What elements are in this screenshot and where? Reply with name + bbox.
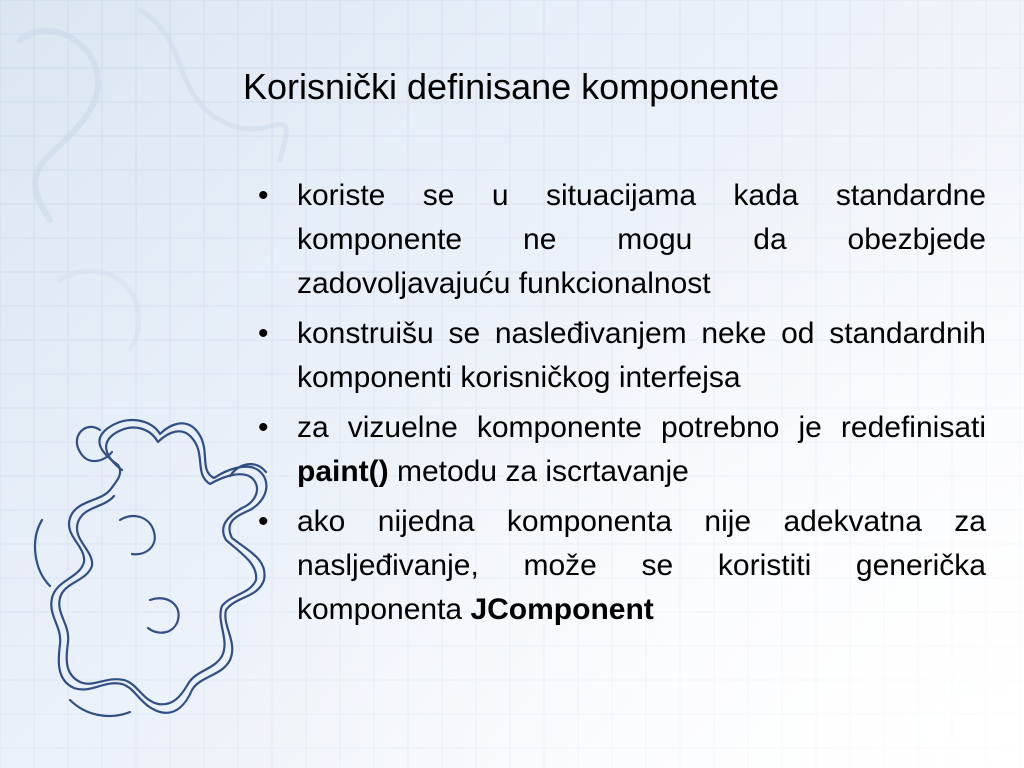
bullet-dot-icon: • [258, 317, 269, 350]
bullet-dot-icon: • [258, 411, 269, 444]
bullet-bold-term: JComponent [470, 593, 654, 626]
bullet-bold-term: paint() [297, 455, 389, 488]
bullet-item [258, 312, 986, 400]
bullet-dot-icon: • [258, 179, 269, 212]
bullet-item [258, 406, 986, 494]
bullet-text: ako nijedna komponenta nije adekvatna za nasljeđivanje, može se koristiti generička komponenta [297, 505, 986, 626]
bullet-text: koriste se u situacijama kada standardne komponente ne mogu da obezbjede zadovoljavajuću funkcionalnost [297, 179, 986, 300]
bullet-text: konstruišu se nasleđivanjem neke od standardnih komponenti korisničkog interfejsa [297, 317, 986, 394]
bullet-text: za vizuelne komponente potrebno je redefinisati [297, 411, 986, 444]
bullet-item [258, 174, 986, 306]
bullet-text: metodu za iscrtavanje [388, 455, 689, 488]
slide-title: Korisnički definisane komponente [243, 66, 780, 107]
bullet-list [258, 174, 986, 638]
bullet-item [258, 500, 986, 632]
bullet-dot-icon: • [258, 505, 269, 538]
